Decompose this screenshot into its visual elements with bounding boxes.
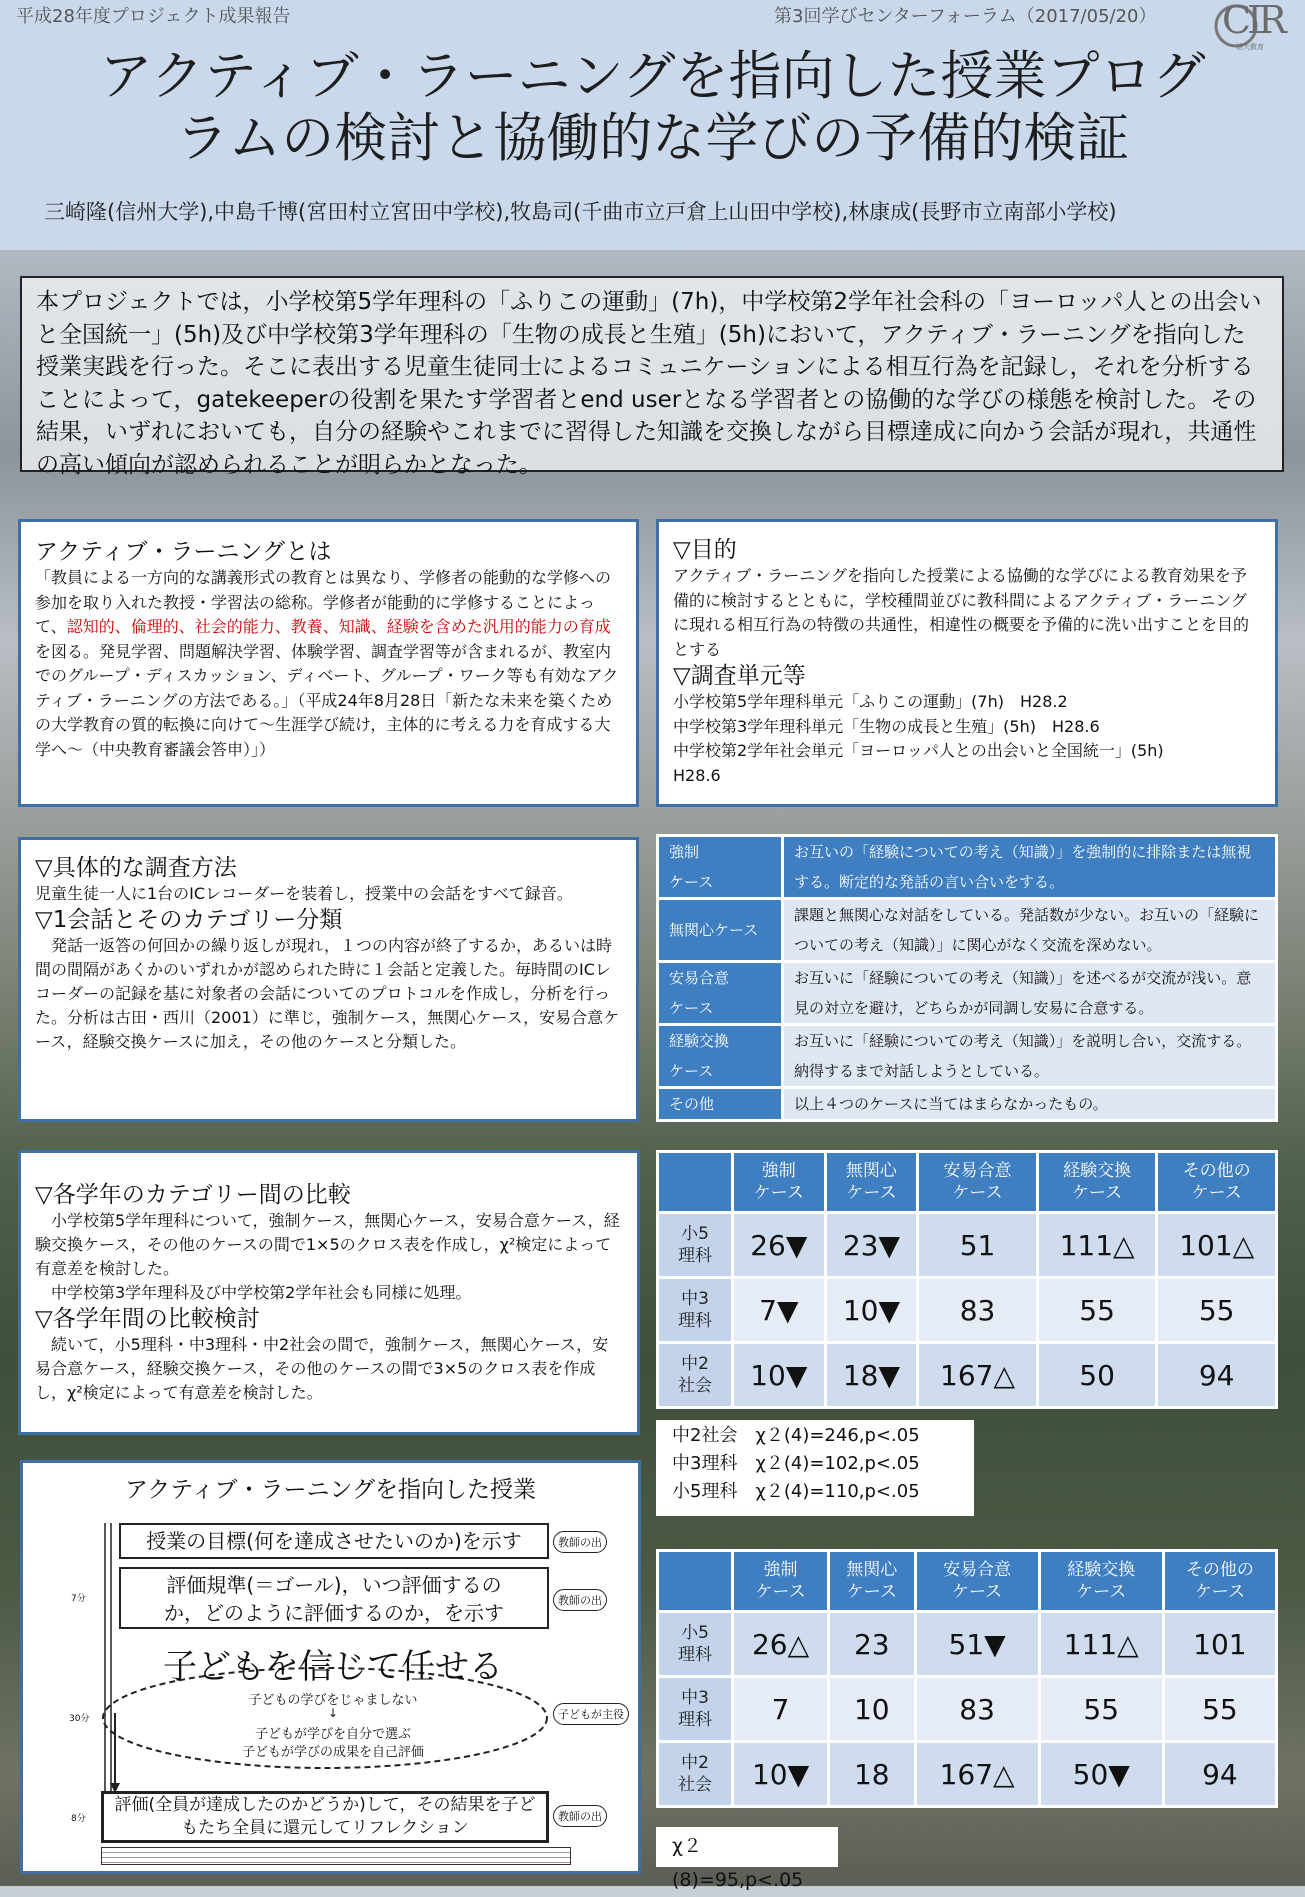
category-key: 経験交換 ケース — [659, 1026, 781, 1086]
table-cell: 26▼ — [734, 1214, 824, 1276]
table-cell: 83 — [919, 1279, 1036, 1341]
col-header: 無関心 ケース — [830, 1552, 913, 1610]
table-cell: 55 — [1158, 1279, 1275, 1341]
table-cell: 83 — [917, 1678, 1038, 1740]
teacher-badge: 教師の出 — [553, 1531, 607, 1553]
table-row — [659, 1678, 1275, 1740]
criteria-line-2: か，どのように評価するのか，を示す — [164, 1601, 504, 1625]
category-table — [656, 834, 1278, 1122]
purpose-heading: ▽目的 — [673, 537, 737, 563]
time-label-3: 8分 — [71, 1814, 86, 1824]
row-header: 中3 理科 — [659, 1279, 731, 1341]
table-header-row — [659, 1153, 1275, 1211]
comparison-heading: ▽各学年のカテゴリー間の比較 — [35, 1182, 351, 1208]
category-key: その他 — [659, 1089, 781, 1119]
table-header-row — [659, 1552, 1275, 1610]
row-header: 小5 理科 — [659, 1613, 731, 1675]
col-header: 安易合意 ケース — [917, 1552, 1038, 1610]
table-cell: 94 — [1165, 1743, 1275, 1805]
poster-title — [20, 46, 1285, 170]
header-band — [0, 0, 1305, 250]
col-header: 強制 ケース — [734, 1153, 824, 1211]
teacher-badge: 教師の出 — [553, 1589, 607, 1611]
col-header: 無関心 ケース — [827, 1153, 917, 1211]
teacher-badge: 教師の出 — [553, 1805, 607, 1827]
table-cell: 94 — [1158, 1344, 1275, 1406]
category-row — [659, 900, 1275, 960]
table-cell: 23 — [830, 1613, 913, 1675]
category-desc: 以上４つのケースに当てはまらなかったもの。 — [784, 1089, 1275, 1119]
abstract: 本プロジェクトでは，小学校第5学年理科の「ふりこの運動」(7h)，中学校第2学年社会科の「ヨーロッパ人との出会いと全国統一」(5h)及び中学校第3学年理科の「生物の成長と生殖」(5h)において，アクティブ・ラーニングを指向した授業実践を行った。そこに表出する児童生徒同士によるコミュニケーションによる相互行為を記録し，それを分析することによって，gatekeeperの役割を果たす学習者とend userとなる学習者との協働的な学びの様態を検討した。その結果，いずれにおいても，自分の経験やこれまでに習得した知識を交換しながら目標達成に向かう会話が現れ，共通性の高い傾向が認められることが明らかとなった。 — [20, 276, 1284, 472]
table-cell: 51 — [919, 1214, 1036, 1276]
definition-text-b: を図る。発見学習、問題解決学習、体験学習、調査学習等が含まれるが、教室内でのグループ・ディスカッション、ディベート、グループ・ワーク等も有効なアクティブ・ラーニングの方法である。」（平成24年8月28日「新たな未来を築くための大学教育の質的転換に向けて～生涯学び続け，主体的に考える力を育成する大学へ～（中央教育審議会答申）」） — [35, 641, 619, 759]
count-table-2 — [656, 1549, 1278, 1808]
flow-step-evaluate — [101, 1791, 549, 1843]
unit-3: 中学校第2学年社会単元「ヨーロッパ人との出会いと全国統一」(5h) — [673, 741, 1164, 760]
category-desc: お互いに「経験についての考え（知識）」を述べるが交流が浅い。意見の対立を避け，どちらかが同調し安易に合意する。 — [784, 963, 1275, 1023]
table-cell: 101 — [1165, 1613, 1275, 1675]
method-text: 児童生徒一人に1台のICレコーダーを装着し，授業中の会話をすべて録音。 — [35, 884, 573, 903]
method-heading: ▽具体的な調査方法 — [35, 855, 237, 881]
flow-sub-2: 子どもが学びを自分で選ぶ — [254, 1727, 411, 1742]
table-cell: 55 — [1041, 1678, 1162, 1740]
logo-mark: CIR — [1222, 0, 1283, 42]
table-cell: 10 — [830, 1678, 913, 1740]
category-row — [659, 1026, 1275, 1086]
between-heading: ▽各学年間の比較検討 — [35, 1306, 260, 1332]
table-cell: 50▼ — [1041, 1743, 1162, 1805]
table-row — [659, 1344, 1275, 1406]
definition-text-highlight: 認知的、倫理的、社会的能力、教養、知識、経験を含めた汎用的能力の育成 — [66, 617, 611, 636]
table-cell: 23▼ — [827, 1214, 917, 1276]
col-header: 経験交換 ケース — [1041, 1552, 1162, 1610]
count-table-1 — [656, 1150, 1278, 1409]
time-label-1: 7分 — [71, 1594, 86, 1604]
category-key: 強制 ケース — [659, 837, 781, 897]
category-row — [659, 837, 1275, 897]
row-header: 中2 社会 — [659, 1344, 731, 1406]
stats-box-1 — [656, 1420, 974, 1516]
title-line-1: アクティブ・ラーニングを指向した授業プログ — [99, 46, 1206, 107]
method-box — [18, 837, 639, 1122]
category-row — [659, 963, 1275, 1023]
flow-step-criteria — [119, 1567, 549, 1629]
flow-arrow-icon: ↓ — [327, 1706, 339, 1720]
table-cell: 18▼ — [827, 1344, 917, 1406]
category-desc: お互いの「経験についての考え（知識）」を強制的に排除または無視する。断定的な発話の言い合いをする。 — [784, 837, 1275, 897]
flow-title: アクティブ・ラーニングを指向した授業 — [124, 1477, 536, 1503]
category-key: 安易合意 ケース — [659, 963, 781, 1023]
table-row — [659, 1743, 1275, 1805]
table-cell: 7 — [734, 1678, 827, 1740]
table-cell: 167△ — [917, 1743, 1038, 1805]
table-cell: 167△ — [919, 1344, 1036, 1406]
stat-line: 中3理科 χ２(4)=102,p<.05 — [672, 1453, 920, 1474]
table-row — [659, 1214, 1275, 1276]
corner-cell — [659, 1153, 731, 1211]
col-header: その他の ケース — [1165, 1552, 1275, 1610]
unit-3-date: H28.6 — [673, 765, 721, 785]
time-label-2: 30分 — [69, 1714, 90, 1724]
authors: 三崎隆(信州大学),中島千博(宮田村立宮田中学校),牧島司(千曲市立戸倉上山田中学校),林康成(長野市立南部小学校) — [44, 200, 1117, 224]
child-badge: 子どもが主役 — [553, 1703, 629, 1725]
report-label: 平成28年度プロジェクト成果報告 — [16, 6, 291, 27]
logo-sub: 信大教育 — [1236, 43, 1264, 51]
col-header: その他の ケース — [1158, 1153, 1275, 1211]
table-cell: 101△ — [1158, 1214, 1275, 1276]
category-desc: お互いに「経験についての考え（知識）」を説明し合い，交流する。納得するまで対話しようとしている。 — [784, 1026, 1275, 1086]
stats-box-2: χ２(8)=95,p<.05 — [656, 1827, 838, 1867]
evaluate-line-2: もたち全員に還元してリフレクション — [181, 1818, 469, 1838]
table-cell: 18 — [830, 1743, 913, 1805]
unit-2: 中学校第3学年理科単元「生物の成長と生殖」(5h) H28.6 — [673, 716, 1100, 736]
col-header: 経験交換 ケース — [1039, 1153, 1156, 1211]
evaluate-line-1: 評価(全員が達成したのかどうか)して，その結果を子ど — [114, 1795, 536, 1815]
table-cell: 10▼ — [734, 1344, 824, 1406]
title-line-2: ラムの検討と協働的な学びの予備的検証 — [175, 108, 1130, 169]
table-cell: 10▼ — [734, 1743, 827, 1805]
category-key: 無関心ケース — [659, 900, 781, 960]
criteria-line-1: 評価規準(＝ゴール)，いつ評価するの — [166, 1573, 502, 1597]
table-cell: 7▼ — [734, 1279, 824, 1341]
forum-label: 第3回学びセンターフォーラム（2017/05/20） — [774, 6, 1157, 27]
definition-text — [35, 566, 622, 762]
category-text: 発話一返答の何回かの繰り返しが現れ，１つの内容が終了するか，あるいは時間の間隔があくかのいずれかが認められた時に１会話と定義した。毎時間のICレコーダーの記録を基に対象者の会話についてのプロトコルを作成し，分析を行った。分析は古田・西川（2001）に準じ，強制ケース，無関心ケース，安易合意ケース，経験交換ケースに加え，その他のケースと分類した。 — [35, 936, 620, 1051]
lesson-flow-box — [20, 1460, 641, 1874]
flow-big-message: 子どもを信じて任せる — [163, 1647, 503, 1687]
table-cell: 111△ — [1039, 1214, 1156, 1276]
category-desc: 課題と無関心な対話をしている。発話数が少ない。お互いの「経験についての考え（知識）」に関心がなく交流を深めない。 — [784, 900, 1275, 960]
comparison-text-b: 中学校第3学年理科及び中学校第2学年社会も同様に処理。 — [35, 1283, 472, 1302]
corner-cell — [659, 1552, 731, 1610]
units-heading: ▽調査単元等 — [673, 663, 806, 689]
row-header: 中2 社会 — [659, 1743, 731, 1805]
unit-1: 小学校第5学年理科単元「ふりこの運動」(7h) H28.2 — [673, 692, 1068, 711]
table-row — [659, 1613, 1275, 1675]
row-header: 中3 理科 — [659, 1678, 731, 1740]
flow-step-goal: 授業の目標(何を達成させたいのか)を示す — [119, 1523, 549, 1559]
category-heading: ▽1会話とそのカテゴリー分類 — [35, 907, 343, 933]
table-cell: 26△ — [734, 1613, 827, 1675]
flow-footnote-block — [101, 1847, 571, 1865]
purpose-text: アクティブ・ラーニングを指向した授業による協働的な学びによる教育効果を予備的に検討するとともに，学校種間並びに教科間によるアクティブ・ラーニングに現れる相互行為の特徴の共通性，相違性の概要を予備的に洗い出すことを目的とする — [673, 566, 1250, 659]
between-text: 続いて，小5理科・中3理科・中2社会の間で，強制ケース，無関心ケース，安易合意ケース，経験交換ケース，その他のケースの間で3×5のクロス表を作成し，χ²検定によって有意差を検討した。 — [35, 1335, 609, 1402]
table-cell: 51▼ — [917, 1613, 1038, 1675]
table-cell: 50 — [1039, 1344, 1156, 1406]
definition-heading: アクティブ・ラーニングとは — [35, 539, 332, 565]
table-cell: 10▼ — [827, 1279, 917, 1341]
category-row — [659, 1089, 1275, 1119]
table-cell: 55 — [1039, 1279, 1156, 1341]
col-header: 強制 ケース — [734, 1552, 827, 1610]
flow-sub-3: 子どもが学びの成果を自己評価 — [241, 1745, 424, 1760]
comparison-box — [18, 1150, 640, 1435]
flow-sub-1: 子どもの学びをじゃましない — [248, 1693, 418, 1708]
table-cell: 55 — [1165, 1678, 1275, 1740]
table-row — [659, 1279, 1275, 1341]
table-cell: 111△ — [1041, 1613, 1162, 1675]
col-header: 安易合意 ケース — [919, 1153, 1036, 1211]
purpose-box — [656, 519, 1278, 807]
stat-line: 中2社会 χ２(4)=246,p<.05 — [672, 1425, 920, 1446]
definition-text-a: 「教員による一方向的な講義形式の教育とは異なり、学修者の能動的な学修への参加を取り入れた教授・学習法の総称。学修者が能動的に学修することによって、 — [35, 568, 612, 636]
row-header: 小5 理科 — [659, 1214, 731, 1276]
comparison-text: 小学校第5学年理科について，強制ケース，無関心ケース，安易合意ケース，経験交換ケース，その他のケースの間で1×5のクロス表を作成し，χ²検定によって有意差を検討した。 — [35, 1211, 620, 1278]
definition-box — [18, 519, 639, 807]
stat-line: 小5理科 χ２(4)=110,p<.05 — [672, 1481, 920, 1502]
